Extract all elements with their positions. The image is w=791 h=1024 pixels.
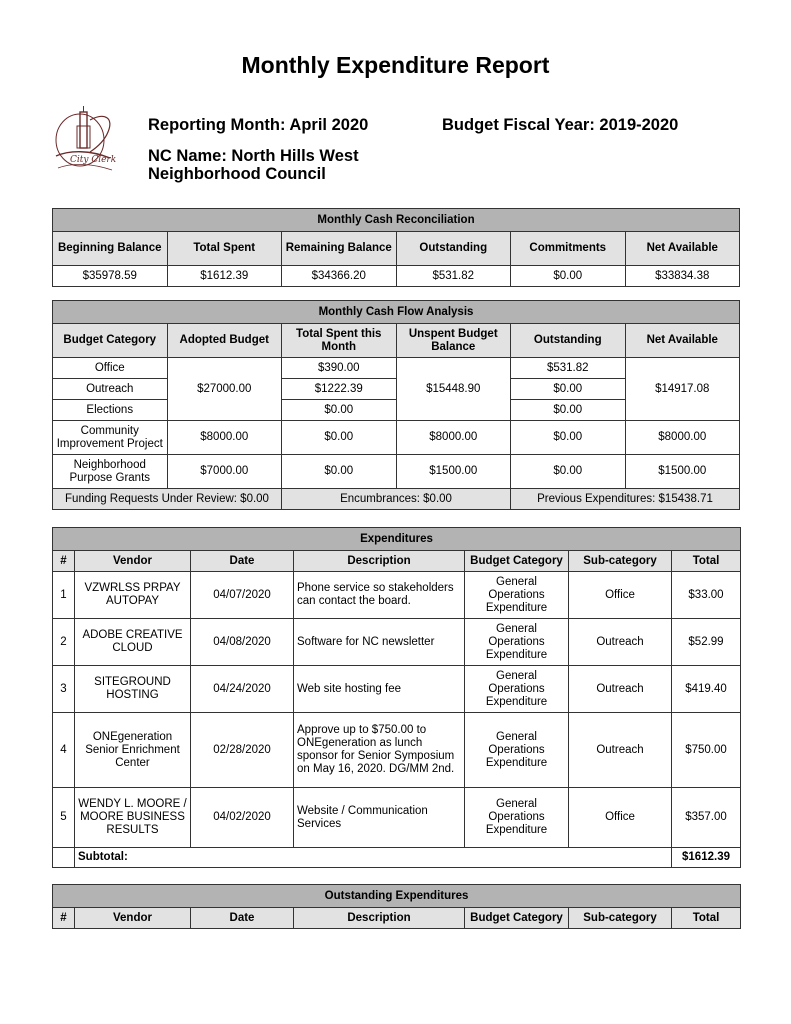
col-header: Budget Category (465, 551, 569, 572)
budget-category: General Operations Expenditure (465, 619, 569, 666)
net-available: $33834.38 (625, 266, 740, 287)
spent-cip: $0.00 (282, 421, 397, 455)
sub-category: Outreach (569, 713, 672, 788)
cashflow-title: Monthly Cash Flow Analysis (53, 301, 740, 324)
cash-reconciliation-table (52, 208, 740, 287)
nc-name-line2: Neighborhood Council (148, 165, 326, 183)
col-header: Sub-category (569, 908, 672, 929)
reporting-month: Reporting Month: April 2020 (148, 116, 369, 134)
unspent-npg: $1500.00 (396, 455, 511, 489)
row-number: 4 (53, 713, 75, 788)
subtotal-label: Subtotal: (75, 848, 672, 868)
total: $750.00 (672, 713, 741, 788)
description: Web site hosting fee (294, 666, 465, 713)
nc-name-line1: NC Name: North Hills West (148, 147, 359, 165)
cash-flow-table (52, 300, 740, 510)
expenditures-title: Expenditures (53, 528, 741, 551)
category-elections: Elections (53, 400, 168, 421)
budget-category: General Operations Expenditure (465, 666, 569, 713)
vendor: WENDY L. MOORE / MOORE BUSINESS RESULTS (75, 788, 191, 848)
date: 04/24/2020 (191, 666, 294, 713)
col-header: Total Spent (167, 232, 282, 266)
adopted-general: $27000.00 (167, 358, 282, 421)
vendor: VZWRLSS PRPAY AUTOPAY (75, 572, 191, 619)
col-header: Total (672, 551, 741, 572)
description: Website / Communication Services (294, 788, 465, 848)
outstanding-title: Outstanding Expenditures (53, 885, 741, 908)
col-header: Vendor (75, 551, 191, 572)
col-header: Sub-category (569, 551, 672, 572)
budget-fiscal-year: Budget Fiscal Year: 2019-2020 (442, 116, 679, 134)
sub-category: Outreach (569, 619, 672, 666)
category-office: Office (53, 358, 168, 379)
expenditures-table (52, 527, 741, 868)
sub-category: Outreach (569, 666, 672, 713)
net-cip: $8000.00 (625, 421, 740, 455)
spent-outreach: $1222.39 (282, 379, 397, 400)
col-header: Commitments (511, 232, 626, 266)
table-row (53, 572, 741, 619)
total: $33.00 (672, 572, 741, 619)
col-header: # (53, 551, 75, 572)
total: $419.40 (672, 666, 741, 713)
col-header: Vendor (75, 908, 191, 929)
table-row (53, 713, 741, 788)
col-header: Remaining Balance (282, 232, 397, 266)
col-header: Beginning Balance (53, 232, 168, 266)
vendor: ONEgeneration Senior Enrichment Center (75, 713, 191, 788)
row-number: 2 (53, 619, 75, 666)
total-spent: $1612.39 (167, 266, 282, 287)
col-header: Description (294, 908, 465, 929)
vendor: SITEGROUND HOSTING (75, 666, 191, 713)
unspent-cip: $8000.00 (396, 421, 511, 455)
col-header: Description (294, 551, 465, 572)
net-general: $14917.08 (625, 358, 740, 421)
col-header: Net Available (625, 324, 740, 358)
outstanding-elections: $0.00 (511, 400, 626, 421)
outstanding: $531.82 (396, 266, 511, 287)
subtotal-value: $1612.39 (672, 848, 741, 868)
table-row (53, 788, 741, 848)
table-row (53, 666, 741, 713)
row-number: 5 (53, 788, 75, 848)
commitments: $0.00 (511, 266, 626, 287)
description: Approve up to $750.00 to ONEgeneration as lunch sponsor for Senior Symposium on May 16, 2020. DG/MM 2nd. (294, 713, 465, 788)
category-cip: Community Improvement Project (53, 421, 168, 455)
funding-requests: Funding Requests Under Review: $0.00 (53, 489, 282, 510)
remaining-balance: $34366.20 (282, 266, 397, 287)
total: $357.00 (672, 788, 741, 848)
sub-category: Office (569, 572, 672, 619)
previous-expenditures: Previous Expenditures: $15438.71 (511, 489, 740, 510)
subtotal-spacer (53, 848, 75, 868)
city-clerk-seal-icon (50, 104, 120, 176)
col-header: Net Available (625, 232, 740, 266)
page-title: Monthly Expenditure Report (241, 52, 550, 78)
row-number: 3 (53, 666, 75, 713)
outstanding-outreach: $0.00 (511, 379, 626, 400)
total: $52.99 (672, 619, 741, 666)
category-npg: Neighborhood Purpose Grants (53, 455, 168, 489)
table-row (53, 619, 741, 666)
outstanding-cip: $0.00 (511, 421, 626, 455)
budget-category: General Operations Expenditure (465, 572, 569, 619)
sub-category: Office (569, 788, 672, 848)
date: 04/08/2020 (191, 619, 294, 666)
col-header: Outstanding (511, 324, 626, 358)
spent-elections: $0.00 (282, 400, 397, 421)
spent-office: $390.00 (282, 358, 397, 379)
svg-text:City Clerk: City Clerk (70, 155, 117, 165)
net-npg: $1500.00 (625, 455, 740, 489)
col-header: Budget Category (465, 908, 569, 929)
budget-category: General Operations Expenditure (465, 713, 569, 788)
outstanding-expenditures-table (52, 884, 741, 929)
date: 04/02/2020 (191, 788, 294, 848)
col-header: Unspent Budget Balance (396, 324, 511, 358)
col-header: Date (191, 908, 294, 929)
date: 02/28/2020 (191, 713, 294, 788)
col-header: Date (191, 551, 294, 572)
outstanding-npg: $0.00 (511, 455, 626, 489)
col-header: # (53, 908, 75, 929)
date: 04/07/2020 (191, 572, 294, 619)
col-header: Budget Category (53, 324, 168, 358)
adopted-cip: $8000.00 (167, 421, 282, 455)
adopted-npg: $7000.00 (167, 455, 282, 489)
category-outreach: Outreach (53, 379, 168, 400)
encumbrances: Encumbrances: $0.00 (282, 489, 511, 510)
outstanding-office: $531.82 (511, 358, 626, 379)
description: Phone service so stakeholders can contact the board. (294, 572, 465, 619)
unspent-general: $15448.90 (396, 358, 511, 421)
col-header: Total Spent this Month (282, 324, 397, 358)
spent-npg: $0.00 (282, 455, 397, 489)
col-header: Total (672, 908, 741, 929)
row-number: 1 (53, 572, 75, 619)
budget-category: General Operations Expenditure (465, 788, 569, 848)
description: Software for NC newsletter (294, 619, 465, 666)
col-header: Adopted Budget (167, 324, 282, 358)
col-header: Outstanding (396, 232, 511, 266)
reconciliation-title: Monthly Cash Reconciliation (53, 209, 740, 232)
vendor: ADOBE CREATIVE CLOUD (75, 619, 191, 666)
beginning-balance: $35978.59 (53, 266, 168, 287)
